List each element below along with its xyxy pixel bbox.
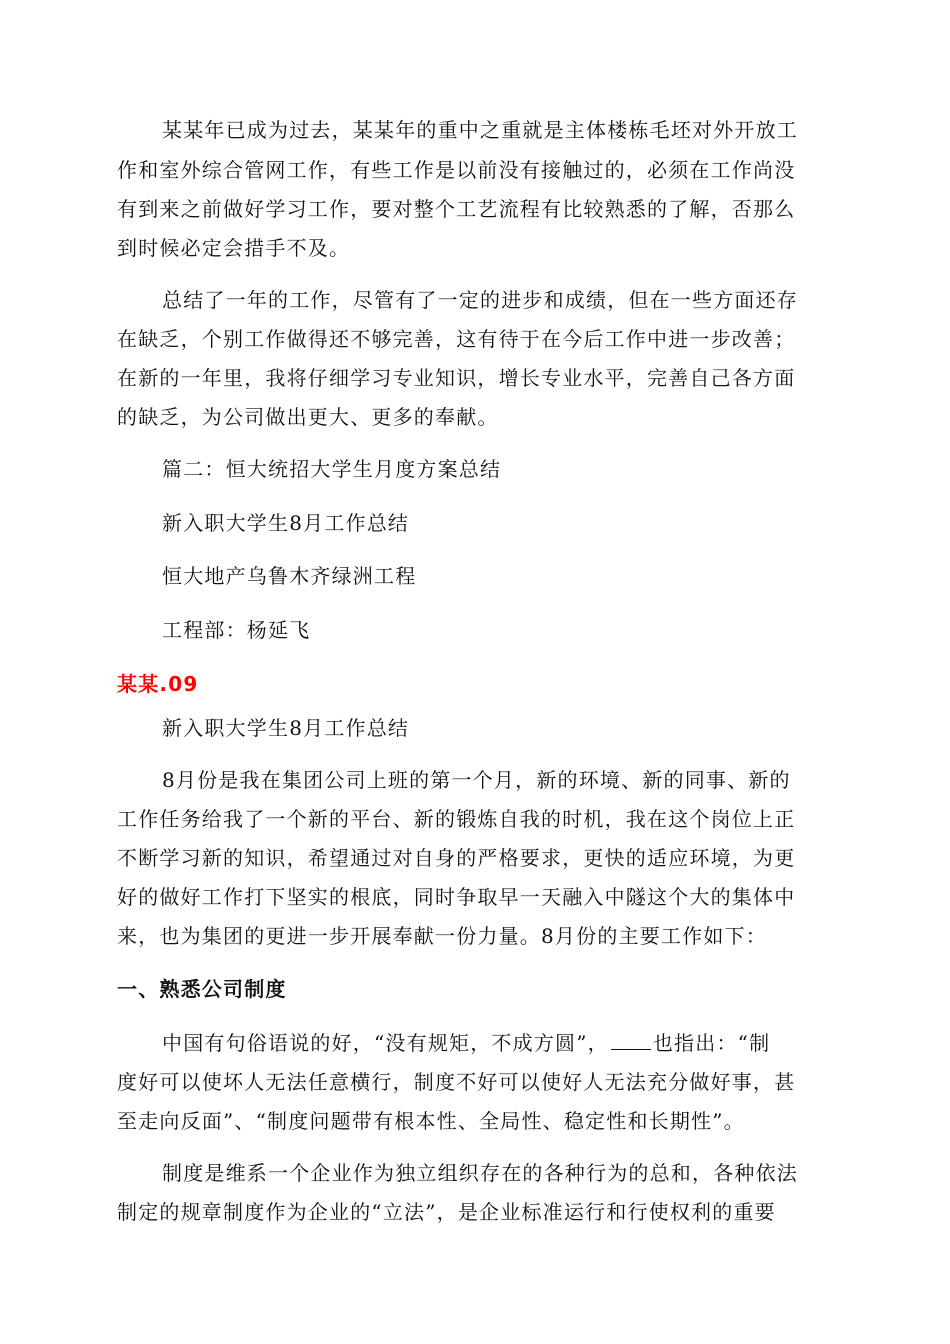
heading-company-rules: 一、熟悉公司制度 — [117, 977, 287, 1001]
report-title: 新入职大学生8月工作总结 — [162, 511, 410, 535]
blank-underline — [611, 1031, 651, 1050]
project-name: 恒大地产乌鲁木齐绿洲工程 — [162, 564, 417, 588]
paragraph-2-line-1: 总结了一年的工作，尽管有了一定的进步和成绩，但在一些方面还存 — [162, 288, 798, 312]
paragraph-3-line-3: 不断学习新的知识，希望通过对自身的严格要求，更快的适应环境，为更 — [117, 846, 796, 870]
paragraph-2-line-3: 在新的一年里，我将仔细学习专业知识，增长专业水平，完善自己各方面 — [117, 366, 796, 390]
paragraph-2-line-2: 在缺乏，个别工作做得还不够完善，这有待于在今后工作中进一步改善； — [117, 327, 796, 351]
paragraph-2-line-4: 的缺乏，为公司做出更大、更多的奉献。 — [117, 405, 499, 429]
paragraph-3-line-1: 8月份是我在集团公司上班的第一个月，新的环境、新的同事、新的 — [162, 768, 791, 792]
paragraph-4-line-3: 至走向反面”、“制度问题带有根本性、全局性、稳定性和长期性”。 — [117, 1109, 745, 1133]
paragraph-1-line-1: 某某年已成为过去，某某年的重中之重就是主体楼栋毛坯对外开放工 — [162, 118, 798, 142]
paragraph-5-line-1: 制度是维系一个企业作为独立组织存在的各种行为的总和，各种依法 — [162, 1161, 798, 1185]
paragraph-3-line-4: 好的做好工作打下坚实的根底，同时争取早一天融入中隧这个大的集体中 — [117, 885, 796, 909]
report-title-repeat: 新入职大学生8月工作总结 — [162, 716, 410, 740]
paragraph-4-line-1-part-a: 中国有句俗语说的好，“没有规矩，不成方圆”， — [162, 1031, 609, 1055]
paragraph-3-line-2: 工作任务给我了一个新的平台、新的锻炼自我的时机，我在这个岗位上正 — [117, 807, 796, 831]
paragraph-4-line-1-part-b: 也指出：“制 — [652, 1031, 771, 1055]
department-author: 工程部：杨延飞 — [162, 618, 311, 642]
paragraph-1-line-2: 作和室外综合管网工作，有些工作是以前没有接触过的，必须在工作尚没 — [117, 158, 796, 182]
paragraph-4-line-2: 度好可以使坏人无法任意横行，制度不好可以使好人无法充分做好事，甚 — [117, 1070, 796, 1094]
paragraph-5-line-2: 制定的规章制度作为企业的“立法”，是企业标准运行和行使权利的重要 — [117, 1200, 776, 1224]
paragraph-3-line-5: 来，也为集团的更进一步开展奉献一份力量。8月份的主要工作如下： — [117, 924, 767, 948]
paragraph-1-line-3: 有到来之前做好学习工作，要对整个工艺流程有比较熟悉的了解，否那么 — [117, 197, 796, 221]
paragraph-4-line-1 — [162, 1030, 770, 1056]
date-heading: 某某.09 — [117, 672, 199, 696]
paragraph-1-line-4: 到时候必定会措手不及。 — [117, 236, 351, 260]
section-title: 篇二：恒大统招大学生月度方案总结 — [162, 457, 502, 481]
